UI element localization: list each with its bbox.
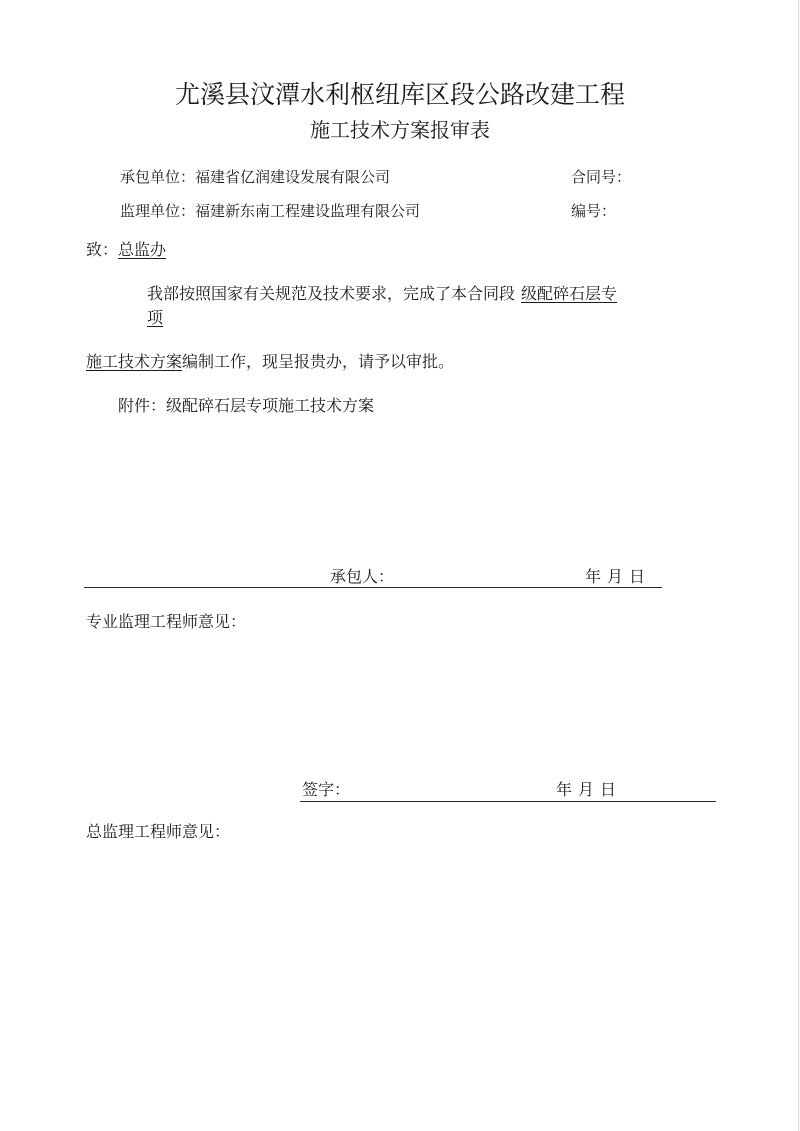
contractor-sign-date bbox=[585, 565, 645, 589]
date-month: 月 bbox=[578, 780, 595, 799]
letter-line-1 bbox=[147, 282, 617, 306]
document-title: 尤溪县汶潭水利枢纽库区段公路改建工程 bbox=[174, 80, 625, 109]
letter-line-1-text: 我部按照国家有关规范及技术要求，完成了本合同段 bbox=[147, 284, 516, 303]
supervisor-value: 福建新东南工程建设监理有限公司 bbox=[195, 202, 421, 220]
letter-line-2 bbox=[147, 306, 163, 330]
supervisor-row bbox=[120, 200, 420, 222]
contract-no-label: 合同号： bbox=[571, 168, 632, 186]
date-day: 日 bbox=[600, 780, 617, 799]
contractor-value: 福建省亿润建设发展有限公司 bbox=[195, 168, 391, 186]
contractor-label: 承包单位： bbox=[120, 168, 196, 186]
page-edge bbox=[798, 0, 799, 1131]
engineer-sign-date bbox=[556, 778, 616, 802]
engineer-sign-rule bbox=[300, 801, 716, 802]
date-day: 日 bbox=[629, 567, 646, 586]
document-subtitle: 施工技术方案报审表 bbox=[310, 118, 490, 142]
attachment-line: 附件：级配碎石层专项施工技术方案 bbox=[118, 396, 375, 415]
letter-line-3 bbox=[86, 350, 454, 374]
addressee-line bbox=[86, 238, 166, 262]
serial-label: 编号： bbox=[571, 202, 617, 220]
engineer-sign-label: 签字： bbox=[302, 780, 351, 799]
engineer-opinion-label: 专业监理工程师意见： bbox=[86, 612, 247, 631]
letter-line-2-underlined: 项 bbox=[147, 308, 164, 327]
letter-line-3-underlined: 施工技术方案 bbox=[86, 352, 183, 371]
chief-opinion-label: 总监理工程师意见： bbox=[86, 822, 231, 841]
letter-line-3-text: 编制工作，现呈报贵办，请予以审批。 bbox=[182, 352, 455, 371]
addressee-value: 总监办 bbox=[118, 240, 167, 259]
date-year: 年 bbox=[556, 780, 573, 799]
contractor-row bbox=[120, 166, 390, 188]
addressee-label: 致： bbox=[86, 240, 119, 259]
supervisor-label: 监理单位： bbox=[120, 202, 196, 220]
date-year: 年 bbox=[585, 567, 602, 586]
contractor-sign-rule bbox=[84, 587, 662, 588]
date-month: 月 bbox=[607, 567, 624, 586]
contractor-sign-label: 承包人： bbox=[330, 567, 395, 586]
letter-line-1-underlined: 级配碎石层专 bbox=[521, 284, 618, 303]
